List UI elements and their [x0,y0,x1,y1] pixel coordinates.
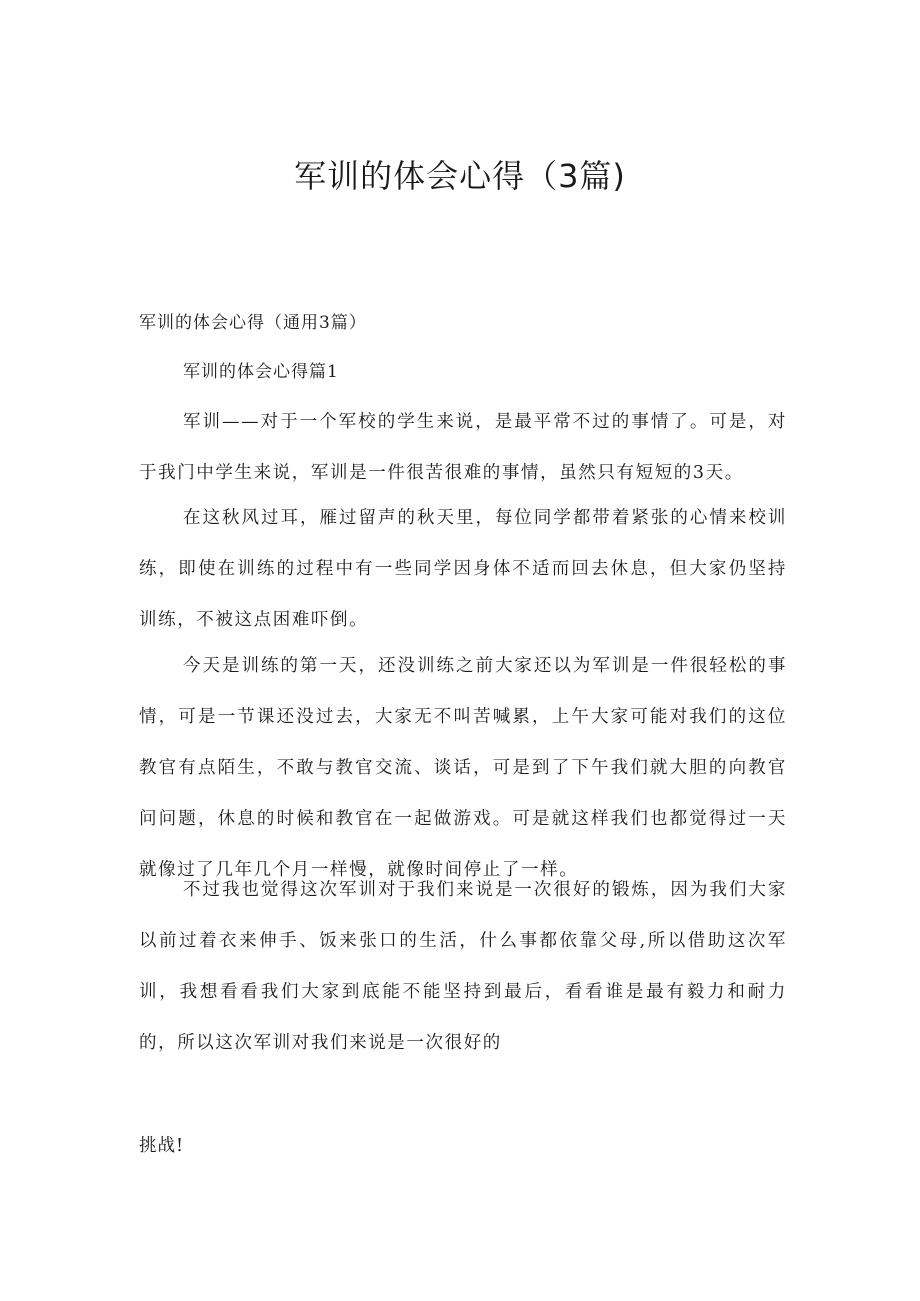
paragraph-3: 今天是训练的第一天，还没训练之前大家还以为军训是一件很轻松的事情，可是一节课还没过去，大家无不叫苦喊累，上午大家可能对我们的这位教官有点陌生，不敢与教官交流、谈话，可是到了下午我们就大胆的向教官问问题，休息的时候和教官在一起做游戏。可是就这样我们也都觉得过一天就像过了几年几个月一样慢，就像时间停止了一样。 [139,656,787,880]
paragraph-4: 不过我也觉得这次军训对于我们来说是一次很好的锻炼，因为我们大家以前过着衣来伸手、饭来张口的生活，什么事都依靠父母,所以借助这次军训，我想看看我们大家到底能不能坚持到最后，看看谁是最有毅力和耐力的，所以这次军训对我们来说是一次很好的 [139,880,787,1053]
section-heading: 军训的体会心得篇1 [183,362,339,382]
paragraph-1: 军训——对于一个军校的学生来说，是最平常不过的事情了。可是，对于我门中学生来说，军训是一件很苦很难的事情，虽然只有短短的3天。 [139,412,787,483]
document-subtitle: 军训的体会心得（通用3篇） [139,313,367,333]
paragraph-2: 在这秋风过耳，雁过留声的秋天里，每位同学都带着紧张的心情来校训练，即使在训练的过程中有一些同学因身体不适而回去休息，但大家仍坚持训练，不被这点困难吓倒。 [139,508,787,630]
closing-text: 挑战! [139,1136,185,1156]
document-title: 军训的体会心得（3篇) [294,157,626,195]
